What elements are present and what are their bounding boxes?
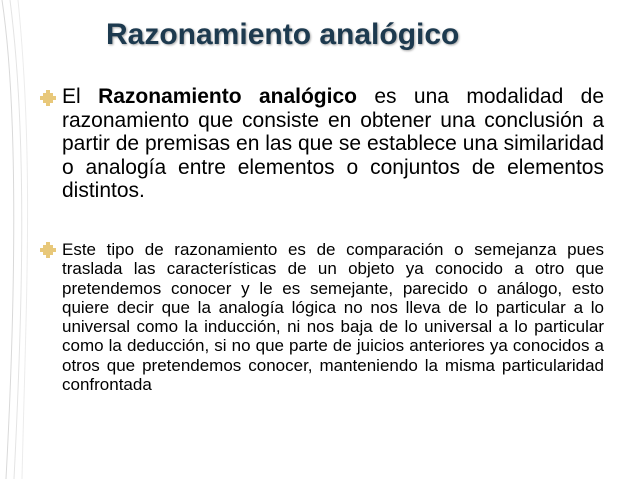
bullet-comparison: Este tipo de razonamiento es de comparación o semejanza pues traslada las características de un objeto ya conocido a otro que pretendemos conocer y le es semejante, parecido o análogo, esto quiere decir que la analogía lógica no nos lleva de lo particular a lo universal como la inducción, ni nos baja de lo universal a lo particular como la deducción, si no que parte de juicios anteriores ya conocidos a otros que pretendemos conocer, manteniendo la misma particularidad confrontada	[62, 240, 604, 395]
square-bullet-icon	[38, 88, 58, 108]
slide-title: Razonamiento analógico	[106, 18, 460, 51]
square-bullet-icon	[38, 240, 58, 260]
bullet-lead-text: El	[62, 85, 99, 108]
bullet-definition	[62, 85, 604, 203]
bullet-bold-term: Razonamiento analógico	[98, 85, 357, 108]
bullet-body-text: es una modalidad de razonamiento que consiste en obtener una conclusión a partir de premisas en las que se establece una similaridad o analogía entre elementos o conjuntos de elementos distintos.	[62, 85, 604, 202]
